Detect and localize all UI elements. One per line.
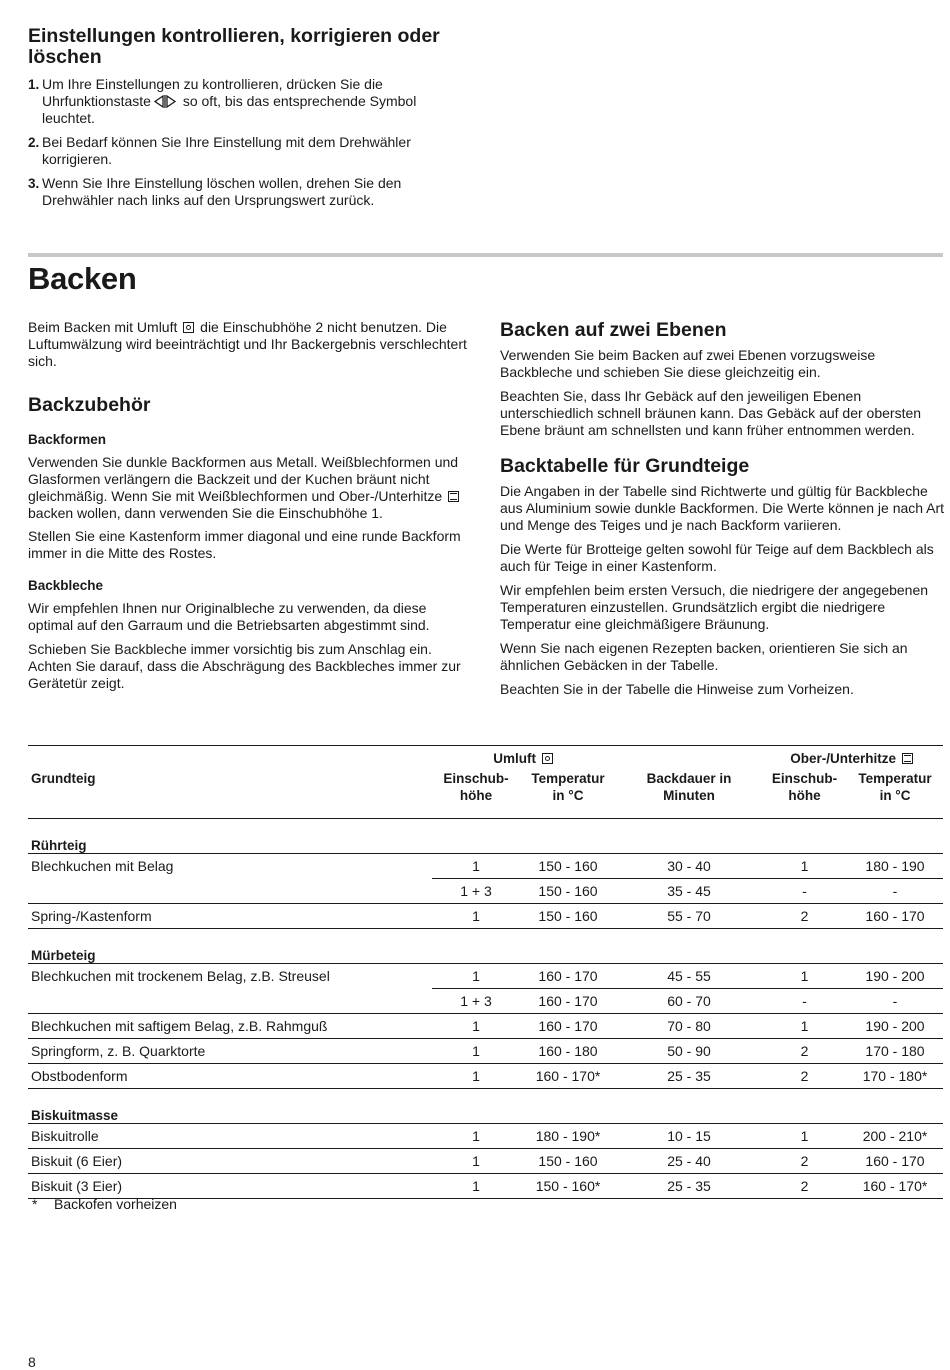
temp-umluft-cell: 150 - 160 [520, 1149, 616, 1174]
temp-ou-cell: 160 - 170 [847, 904, 943, 929]
ober-unterhitze-icon [902, 753, 913, 764]
clock-function-key-icon [153, 95, 177, 108]
temp-ou-cell: - [847, 879, 943, 904]
grundteig-cell [28, 879, 432, 904]
intro-paragraph: Beim Backen mit Umluft die Einschubhöhe 2 nicht benutzen. Die Luftumwälzung wird beeinträchtigt und Ihr Backergebnis verschlechtert sich. [28, 319, 467, 369]
backtabelle-paragraph-1: Die Angaben in der Tabelle sind Richtwerte und gültig für Backbleche aus Aluminium sowie dunkle Backformen. Die Werte können je nach Art und Menge des Teiges und je nach Backform variieren. [500, 483, 945, 533]
einschub-umluft-cell: 1 [432, 964, 520, 989]
grundteig-cell: Biskuitrolle [28, 1124, 432, 1149]
backtabelle-paragraph-4: Wenn Sie nach eigenen Rezepten backen, orientieren Sie sich an ähnlichen Gebäcken in der Tabelle. [500, 640, 908, 673]
step-text: Bei Bedarf können Sie Ihre Einstellung mit dem Drehwähler korrigieren. [42, 134, 411, 167]
backtabelle-paragraph-2: Die Werte für Brotteige gelten sowohl für Teige auf dem Backblech als auch für Teige in einer Kastenform. [500, 541, 934, 574]
footnote-text: Backofen vorheizen [54, 1196, 177, 1212]
step-number: 1. [28, 77, 40, 92]
table-section-row [28, 929, 943, 964]
col-einschub-umluft: Einschub- höhe [443, 771, 509, 803]
backdauer-cell: 70 - 80 [616, 1014, 762, 1039]
einschub-ou-cell: 1 [762, 854, 847, 879]
temp-ou-cell: 170 - 180* [847, 1064, 943, 1089]
table-row [28, 854, 943, 879]
col-grundteig: Grundteig [31, 771, 96, 786]
temp-ou-cell: - [847, 989, 943, 1014]
temp-umluft-cell: 150 - 160* [520, 1174, 616, 1199]
table-row [28, 904, 943, 929]
numbered-steps [28, 76, 473, 216]
einschub-umluft-cell: 1 [432, 1014, 520, 1039]
temp-umluft-cell: 180 - 190* [520, 1124, 616, 1149]
einschub-ou-cell: 2 [762, 904, 847, 929]
section-label: Rührteig [28, 819, 943, 854]
table-row [28, 1124, 943, 1149]
einschub-umluft-cell: 1 [432, 904, 520, 929]
backdauer-cell: 35 - 45 [616, 879, 762, 904]
einschub-ou-cell: 1 [762, 1014, 847, 1039]
backdauer-cell: 25 - 35 [616, 1064, 762, 1089]
backdauer-cell: 45 - 55 [616, 964, 762, 989]
temp-umluft-cell: 160 - 170 [520, 1014, 616, 1039]
left-column [28, 319, 473, 692]
temp-umluft-cell: 150 - 160 [520, 879, 616, 904]
step-text: Um Ihre Einstellungen zu kontrollieren, drücken Sie die Uhrfunktionstaste so oft, bis das entsprechende Symbol leuchtet. [42, 76, 417, 126]
table-body [28, 819, 943, 1199]
temp-ou-cell: 190 - 200 [847, 1014, 943, 1039]
backformen-paragraph-1: Verwenden Sie dunkle Backformen aus Metall. Weißblechformen und Glasformen verlängern die Backzeit und der Kuchen bräunt nicht gleichmäßig. Wenn Sie mit Weißblechformen und Ober-/Unterhitze backen wollen, dann verwenden Sie die Einschubhöhe 1. [28, 454, 459, 521]
einschub-ou-cell: 2 [762, 1149, 847, 1174]
table-row [28, 1064, 943, 1089]
umluft-icon [183, 322, 194, 333]
temp-ou-cell: 170 - 180 [847, 1039, 943, 1064]
backdauer-cell: 60 - 70 [616, 989, 762, 1014]
footnote [28, 1196, 177, 1212]
einschub-ou-cell: 2 [762, 1174, 847, 1199]
grundteig-cell: Blechkuchen mit trockenem Belag, z.B. Streusel [28, 964, 432, 989]
table-group-header [28, 746, 943, 771]
grundteig-cell: Biskuit (6 Eier) [28, 1149, 432, 1174]
temp-ou-cell: 190 - 200 [847, 964, 943, 989]
col-temp-ou: Temperatur in °C [858, 771, 932, 803]
step-3 [28, 175, 473, 209]
grundteig-cell: Blechkuchen mit Belag [28, 854, 432, 879]
section-divider [28, 253, 943, 257]
table-section-row [28, 819, 943, 854]
title-line-1: Einstellungen kontrollieren, korrigieren oder [28, 25, 440, 47]
page-number: 8 [28, 1354, 36, 1370]
ober-unterhitze-icon [448, 491, 459, 502]
backtabelle-paragraph-5: Beachten Sie in der Tabelle die Hinweise zum Vorheizen. [500, 681, 854, 697]
einschub-umluft-cell: 1 [432, 1039, 520, 1064]
table-row [28, 1039, 943, 1064]
einschub-ou-cell: 1 [762, 964, 847, 989]
backdauer-cell: 25 - 40 [616, 1149, 762, 1174]
heading-backbleche: Backbleche [28, 578, 104, 593]
grundteig-cell: Biskuit (3 Eier) [28, 1174, 432, 1199]
table-row [28, 1014, 943, 1039]
table-column-header [28, 770, 943, 819]
col-einschub-ou: Einschub- höhe [771, 771, 838, 803]
table-row [28, 964, 943, 989]
table-row [28, 1149, 943, 1174]
backdauer-cell: 50 - 90 [616, 1039, 762, 1064]
backdauer-cell: 25 - 35 [616, 1174, 762, 1199]
backdauer-cell: 55 - 70 [616, 904, 762, 929]
einschub-umluft-cell: 1 + 3 [432, 879, 520, 904]
table-row [28, 989, 943, 1014]
temp-umluft-cell: 160 - 170 [520, 964, 616, 989]
einschub-ou-cell: - [762, 879, 847, 904]
temp-ou-cell: 180 - 190 [847, 854, 943, 879]
col-backdauer: Backdauer in Minuten [646, 771, 732, 803]
backbleche-paragraph-2: Schieben Sie Backbleche immer vorsichtig bis zum Anschlag ein. Achten Sie darauf, dass die Abschrägung des Backbleches immer zur Gerätetür zeigt. [28, 641, 461, 691]
temp-ou-cell: 160 - 170 [847, 1149, 943, 1174]
backbleche-paragraph-1: Wir empfehlen Ihnen nur Originalbleche zu verwenden, da diese optimal auf den Garraum und die Betriebsarten abgestimmt sind. [28, 600, 430, 633]
backtabelle-paragraph-3: Wir empfehlen beim ersten Versuch, die niedrigere der angegebenen Temperaturen einzustellen. Grundsätzlich ergibt die niedrigere Temperatur eine gleichmäßigere Bräunung. [500, 582, 929, 632]
col-temp-umluft: Temperatur in °C [531, 771, 605, 803]
section-label: Biskuitmasse [28, 1089, 943, 1124]
einschub-umluft-cell: 1 [432, 1174, 520, 1199]
heading-backtabelle: Backtabelle für Grundteige [500, 455, 750, 477]
step-number: 3. [28, 176, 40, 191]
page-title: Backen [28, 261, 137, 296]
temp-umluft-cell: 150 - 160 [520, 904, 616, 929]
step-2 [28, 134, 473, 168]
temp-ou-cell: 160 - 170* [847, 1174, 943, 1199]
zwei-ebenen-paragraph-2: Beachten Sie, dass Ihr Gebäck auf den jeweiligen Ebenen unterschiedlich schnell bräunen kann. Das Gebäck auf der obersten Ebene bräunt am schnellsten und kann früher entnommen werden. [500, 388, 922, 438]
heading-zwei-ebenen: Backen auf zwei Ebenen [500, 319, 727, 341]
backdauer-cell: 10 - 15 [616, 1124, 762, 1149]
grundteig-cell: Springform, z. B. Quarktorte [28, 1039, 432, 1064]
einschub-ou-cell: 1 [762, 1124, 847, 1149]
temp-umluft-cell: 160 - 180 [520, 1039, 616, 1064]
table-section-row [28, 1089, 943, 1124]
grundteig-cell [28, 989, 432, 1014]
umluft-icon [542, 753, 553, 764]
title-line-2: löschen [28, 46, 102, 68]
backdauer-cell: 30 - 40 [616, 854, 762, 879]
einschub-umluft-cell: 1 + 3 [432, 989, 520, 1014]
group-umluft: Umluft [432, 746, 616, 771]
einschub-ou-cell: - [762, 989, 847, 1014]
temp-umluft-cell: 160 - 170 [520, 989, 616, 1014]
temp-ou-cell: 200 - 210* [847, 1124, 943, 1149]
footnote-marker: * [32, 1196, 38, 1212]
backformen-paragraph-2: Stellen Sie eine Kastenform immer diagonal und eine runde Backform immer in die Mitte des Rostes. [28, 528, 461, 561]
einschub-umluft-cell: 1 [432, 1124, 520, 1149]
baking-table [28, 745, 943, 1199]
section-title-einstellungen [28, 26, 488, 68]
right-column [500, 320, 945, 698]
temp-umluft-cell: 160 - 170* [520, 1064, 616, 1089]
grundteig-cell: Obstbodenform [28, 1064, 432, 1089]
heading-backformen: Backformen [28, 432, 107, 447]
table-row [28, 879, 943, 904]
einschub-ou-cell: 2 [762, 1064, 847, 1089]
einschub-umluft-cell: 1 [432, 1149, 520, 1174]
einschub-umluft-cell: 1 [432, 854, 520, 879]
heading-backzubehoer: Backzubehör [28, 394, 151, 416]
group-ober-unterhitze: Ober-/Unterhitze [762, 746, 943, 771]
zwei-ebenen-paragraph-1: Verwenden Sie beim Backen auf zwei Ebenen vorzugsweise Backbleche und schieben Sie diese gleichzeitig ein. [500, 347, 876, 380]
step-text: Wenn Sie Ihre Einstellung löschen wollen, drehen Sie den Drehwähler nach links auf den Ursprungswert zurück. [42, 175, 402, 208]
grundteig-cell: Spring-/Kastenform [28, 904, 432, 929]
einschub-umluft-cell: 1 [432, 1064, 520, 1089]
step-number: 2. [28, 135, 40, 150]
einschub-ou-cell: 2 [762, 1039, 847, 1064]
temp-umluft-cell: 150 - 160 [520, 854, 616, 879]
table-row [28, 1174, 943, 1199]
section-label: Mürbeteig [28, 929, 943, 964]
grundteig-cell: Blechkuchen mit saftigem Belag, z.B. Rahmguß [28, 1014, 432, 1039]
step-1 [28, 76, 473, 127]
